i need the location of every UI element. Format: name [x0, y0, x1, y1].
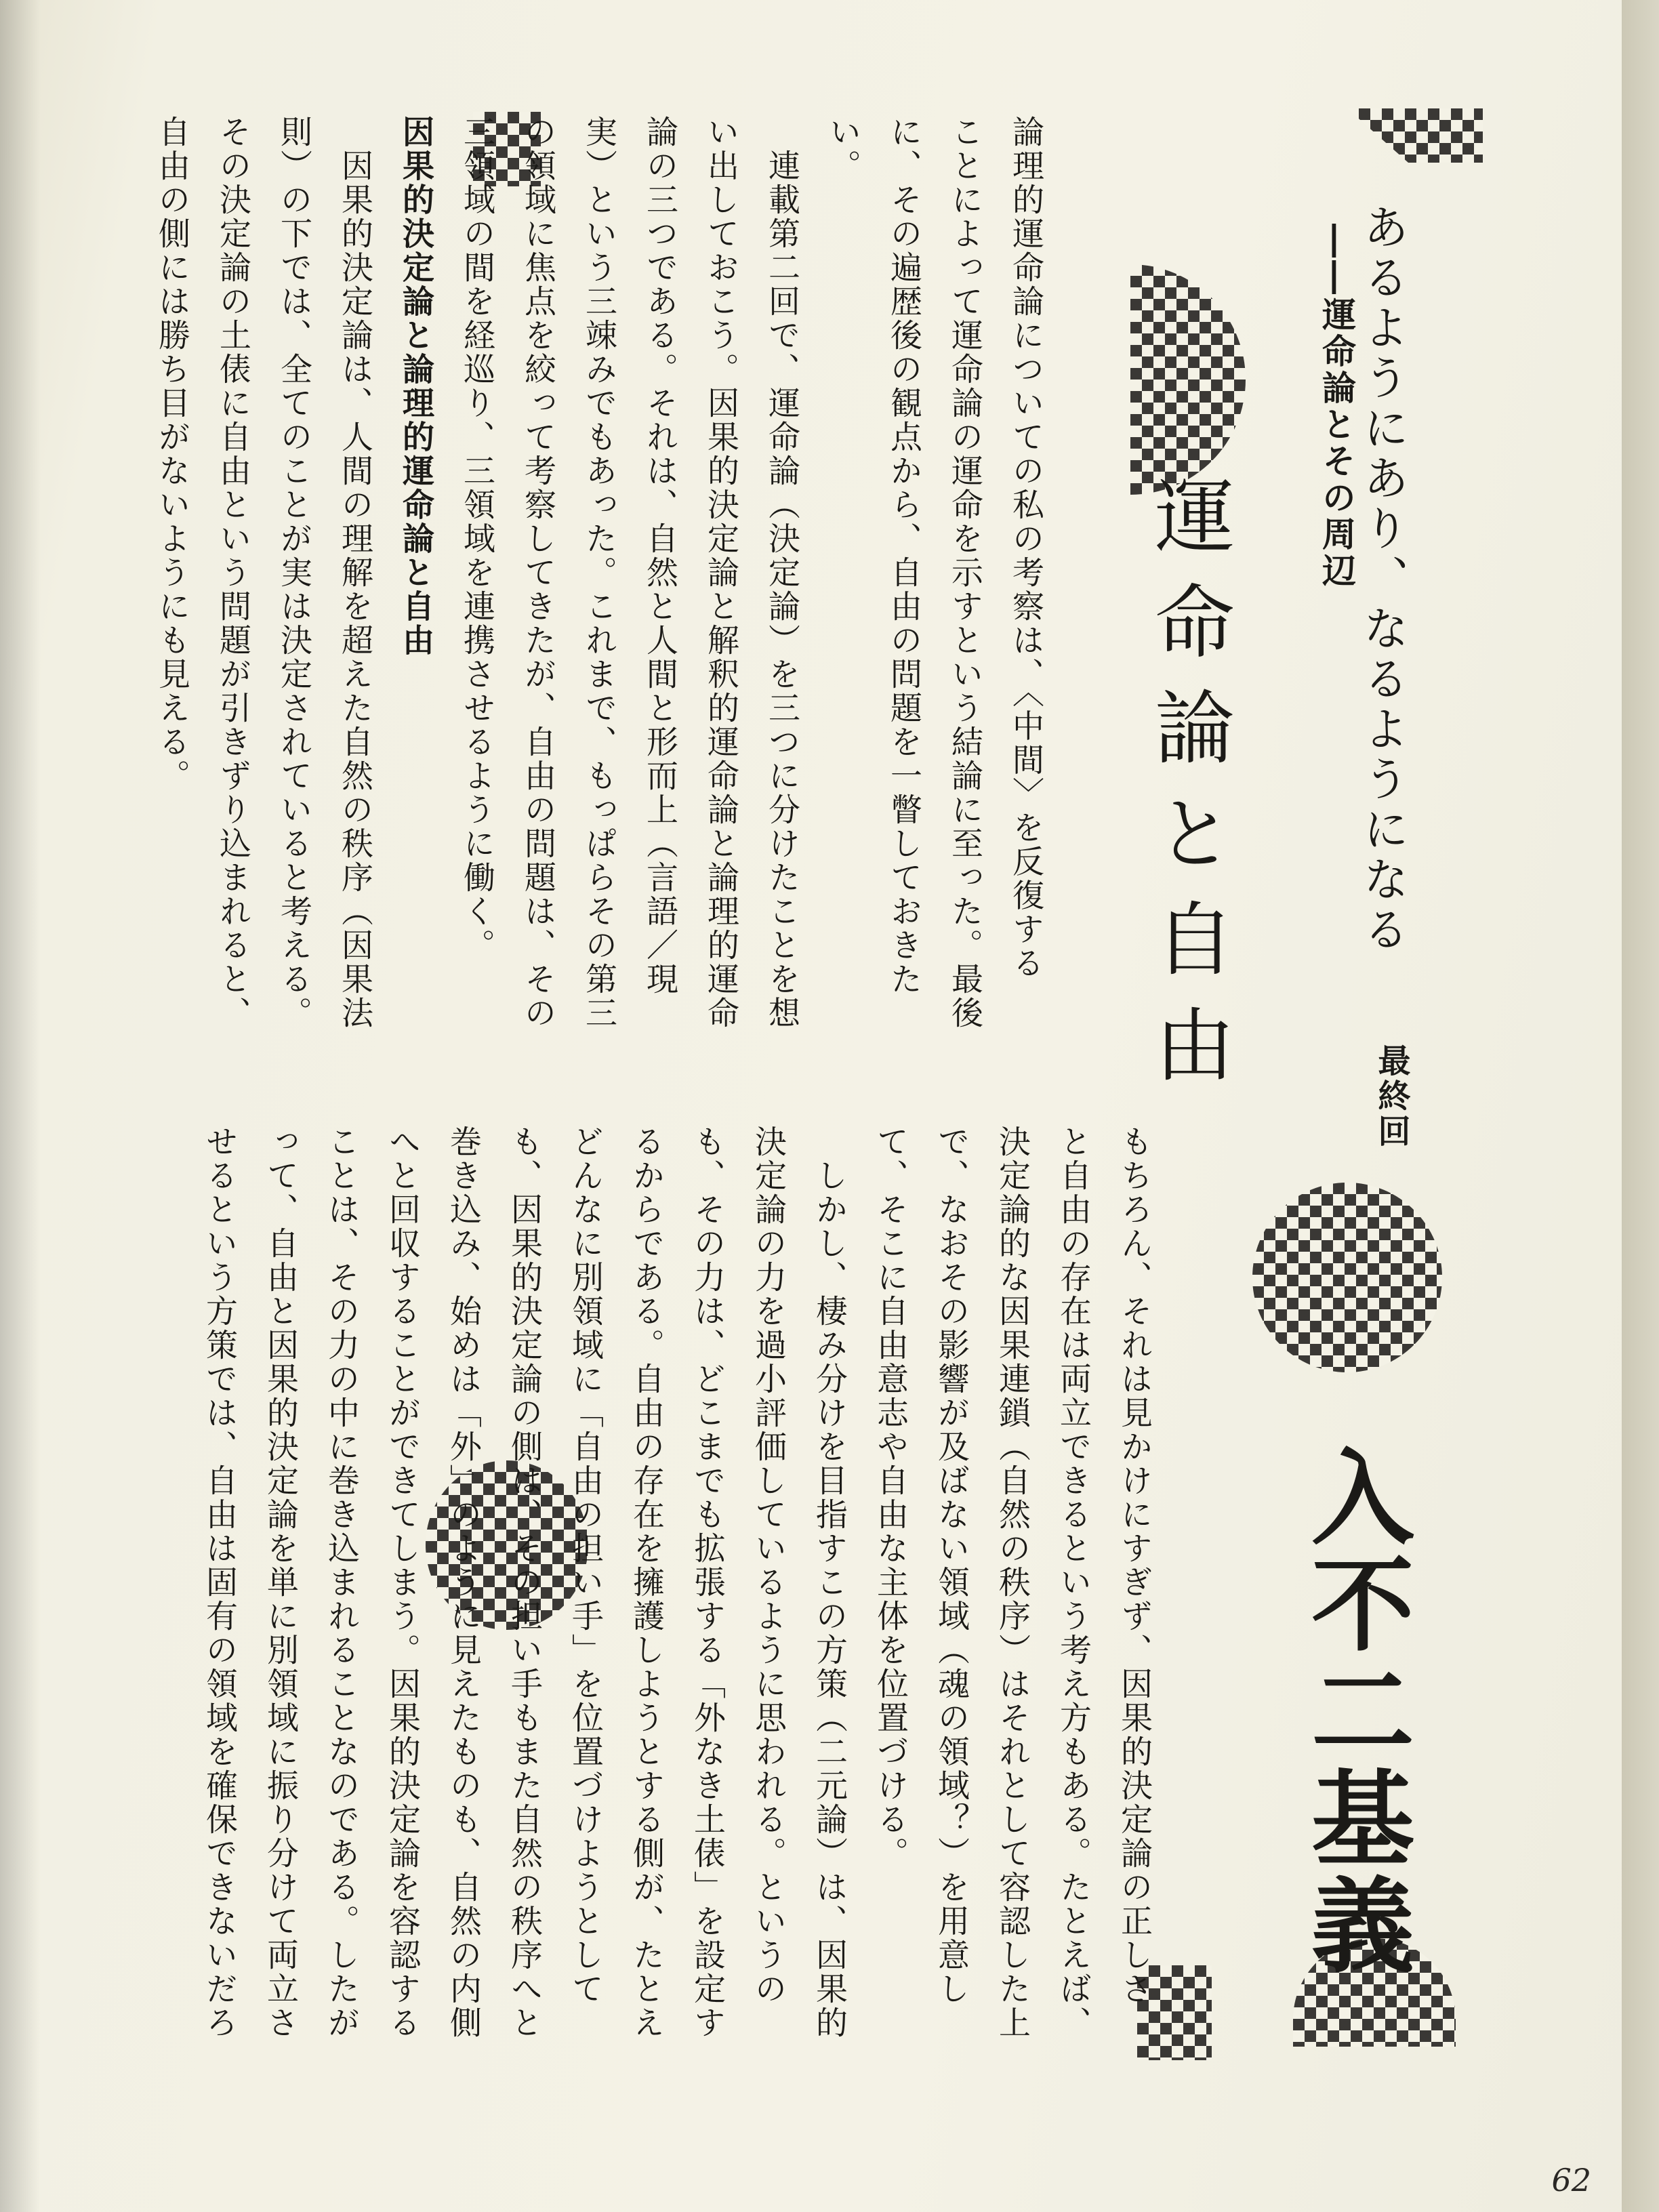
section-heading: 因果的決定論と論理的運命論と自由 — [397, 115, 434, 657]
text-line: も、因果的決定論の側は、その担い手もまた自然の秩序へと — [506, 1125, 543, 2040]
body-text-bottom — [188, 1125, 1164, 2175]
series-title: あるようにあり、なるようになる — [1355, 203, 1409, 956]
text-line: 実）という三竦みでもあった。これまで、もっぱらその第三 — [580, 115, 617, 1030]
body-text-top — [141, 115, 1056, 1084]
text-line: 決定論の力を過小評価しているように思われる。というの — [750, 1125, 787, 2006]
text-line: って、自由と因果的決定論を単に別領域に振り分けて両立さ — [262, 1125, 299, 2040]
text-line: せるという方策では、自由は固有の領域を確保できないだろ — [201, 1125, 238, 2040]
text-line: へと回収することができてしまう。因果的決定論を容認する — [384, 1125, 421, 2040]
text-line: ことは、その力の中に巻き込まれることなのである。したが — [323, 1125, 360, 2040]
text-line: 則）の下では、全てのことが実は決定されていると考える。 — [275, 115, 312, 1030]
text-line: 論の三つである。それは、自然と人間と形而上（言語／現 — [641, 115, 678, 996]
text-line: も、その力は、どこまでも拡張する「外なき土俵」を設定す — [689, 1125, 726, 2040]
text-line: 決定論的な因果連鎖（自然の秩序）はそれとして容認した上 — [994, 1125, 1031, 2040]
checker-decoration — [1252, 1183, 1442, 1372]
checker-decoration — [1347, 108, 1483, 163]
text-line: 三領域の間を経巡り、三領域を連携させるように働く。 — [458, 115, 495, 962]
text-line: 連載第二回で、運命論（決定論）を三つに分けたことを想 — [763, 115, 800, 1030]
text-line: に、その遍歴後の観点から、自由の問題を一瞥しておきた — [885, 115, 922, 996]
text-line: い出しておこう。因果的決定論と解釈的運命論と論理的運命 — [702, 115, 739, 1030]
text-line: の領域に焦点を絞って考察してきたが、自由の問題は、その — [519, 115, 556, 1030]
text-line: どんなに別領域に「自由の担い手」を位置づけようとして — [567, 1125, 604, 2006]
text-line: 論理的運命論についての私の考察は、〈中間〉を反復する — [1007, 115, 1044, 981]
article-title: 運命論と自由 — [1141, 474, 1235, 1109]
text-line: 自由の側には勝ち目がないようにも見える。 — [153, 115, 190, 793]
text-line: もちろん、それは見かけにすぎず、因果的決定論の正しさ — [1115, 1125, 1153, 2006]
text-line: で、なおその影響が及ばない領域（魂の領域？）を用意し — [933, 1125, 970, 2006]
checker-decoration — [1130, 264, 1246, 495]
text-line: 因果的決定論は、人間の理解を超えた自然の秩序（因果法 — [336, 115, 373, 1030]
text-line: 巻き込み、始めは「外」のように見えたものも、自然の内側 — [445, 1125, 482, 2040]
author-name: 入不二基義 — [1294, 1443, 1416, 1979]
text-line: その決定論の土俵に自由という問題が引きずり込まれると、 — [214, 115, 251, 1030]
gutter-shadow — [0, 0, 41, 2212]
text-line: て、そこに自由意志や自由な主体を位置づける。 — [872, 1125, 909, 1870]
text-line: ことによって運命論の運命を示すという結論に至った。最後 — [946, 115, 983, 1030]
page-number: 62 — [1551, 2162, 1591, 2198]
text-line: と自由の存在は両立できるという考え方もある。たとえば、 — [1054, 1125, 1092, 2040]
text-line: るからである。自由の存在を擁護しようとする側が、たとえ — [628, 1125, 665, 2040]
text-line: しかし、棲み分けを目指すこの方策（二元論）は、因果的 — [811, 1125, 848, 2040]
text-line: い。 — [824, 115, 861, 183]
series-subtitle: ――運命論とその周辺 — [1317, 224, 1357, 590]
page-edge — [1622, 0, 1659, 2212]
issue-label: 最終回 — [1372, 1044, 1410, 1149]
